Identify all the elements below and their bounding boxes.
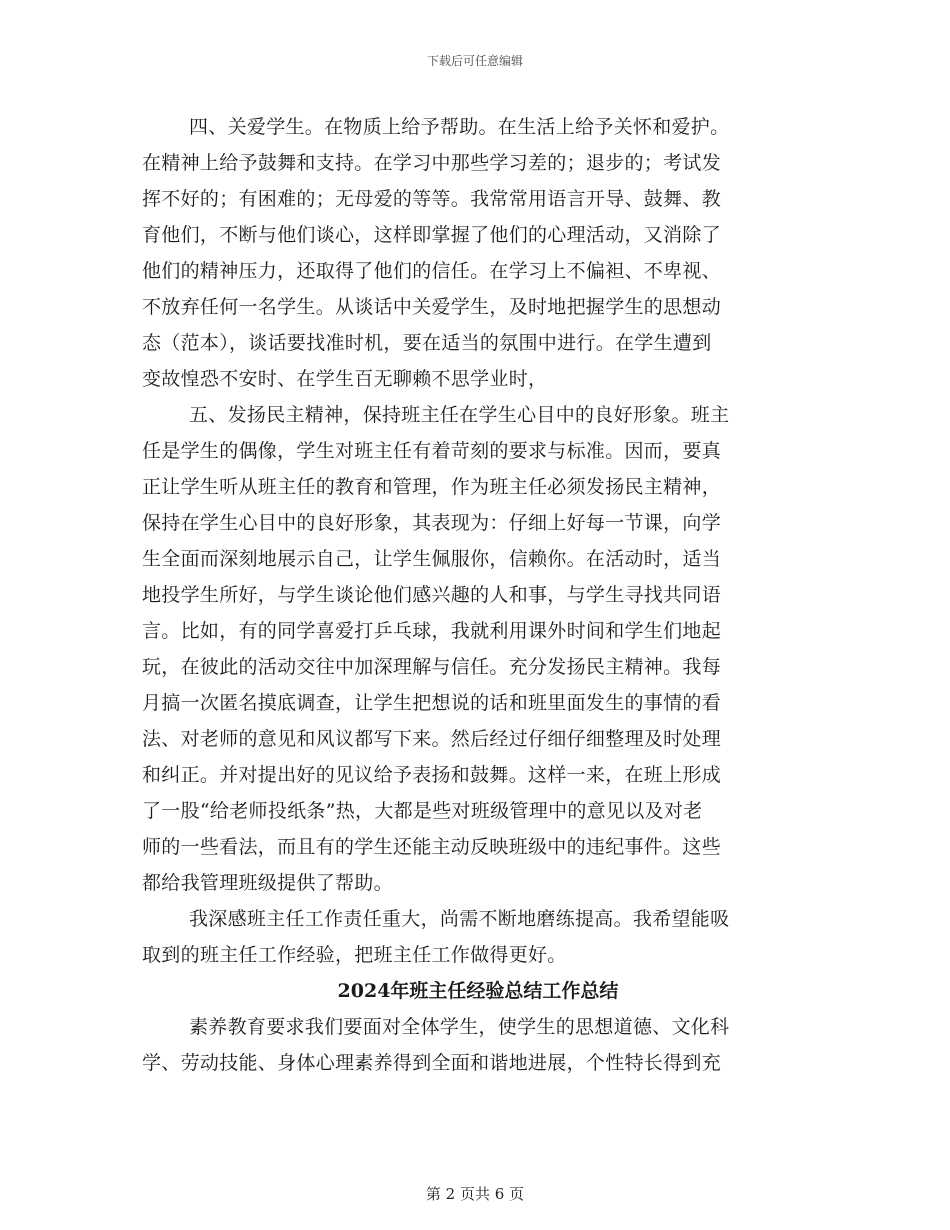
paragraph-line: 了一股“给老师投纸条”热，大都是些对班级管理中的意见以及对老 [142,800,703,822]
paragraph-line: 四、关爱学生。在物质上给予帮助。在生活上给予关怀和爱护。 [189,116,730,138]
document-body [142,112,794,1084]
page-header: 下载后可任意编辑 [426,54,523,68]
paragraph-line: 挥不好的；有困难的；无母爱的等等。我常常用语言开导、鼓舞、教 [142,188,722,210]
paragraph-line: 任是学生的偶像，学生对班主任有着苛刻的要求与标准。因而，要真 [142,440,722,462]
paragraph-line: 保持在学生心目中的良好形象，其表现为：仔细上好每一节课，向学 [142,512,722,534]
paragraph-line: 言。比如，有的同学喜爱打乒乓球，我就利用课外时间和学生们地起 [142,620,722,642]
paragraph-line: 法、对老师的意见和风议都写下来。然后经过仔细仔细整理及时处理 [142,728,722,750]
paragraph-line: 师的一些看法，而且有的学生还能主动反映班级中的违纪事件。这些 [142,836,722,858]
paragraph-line: 在精神上给予鼓舞和支持。在学习中那些学习差的；退步的；考试发 [142,152,722,174]
paragraph-line: 学、劳动技能、身体心理素养得到全面和谐地进展，个性特长得到充 [142,1052,722,1074]
paragraph-line: 育他们，不断与他们谈心，这样即掌握了他们的心理活动，又消除了 [142,224,722,246]
paragraph-line: 和纠正。并对提出好的见议给予表扬和鼓舞。这样一来，在班上形成 [142,764,722,786]
paragraph-line: 都给我管理班级提供了帮助。 [142,872,393,894]
page-footer: 第 2 页共 6 页 [425,1185,525,1203]
paragraph-line: 月搞一次匿名摸底调查，让学生把想说的话和班里面发生的事情的看 [142,692,722,714]
paragraph-line: 态（范本），谈话要找准时机，要在适当的氛围中进行。在学生遭到 [142,332,712,354]
paragraph-line: 我深感班主任工作责任重大，尚需不断地磨练提高。我希望能吸 [189,908,730,930]
paragraph-line: 正让学生听从班主任的教育和管理，作为班主任必须发扬民主精神， [142,476,722,498]
paragraph-line: 取到的班主任工作经验，把班主任工作做得更好。 [142,944,567,966]
section-title: 2024年班主任经验总结工作总结 [337,980,619,1002]
paragraph-line: 素养教育要求我们要面对全体学生，使学生的思想道德、文化科 [189,1016,730,1038]
paragraph-line: 他们的精神压力，还取得了他们的信任。在学习上不偏袒、不卑视、 [142,260,722,282]
paragraph-line: 变故惶恐不安时、在学生百无聊赖不思学业时， [142,368,548,390]
paragraph-line: 五、发扬民主精神，保持班主任在学生心目中的良好形象。班主 [189,404,730,426]
paragraph-line: 玩，在彼此的活动交往中加深理解与信任。充分发扬民主精神。我每 [142,656,722,678]
paragraph-line: 地投学生所好，与学生谈论他们感兴趣的人和事，与学生寻找共同语 [142,584,722,606]
paragraph-line: 生全面而深刻地展示自己，让学生佩服你，信赖你。在活动时，适当 [142,548,722,570]
paragraph-line: 不放弃任何一名学生。从谈话中关爱学生，及时地把握学生的思想动 [142,296,722,318]
